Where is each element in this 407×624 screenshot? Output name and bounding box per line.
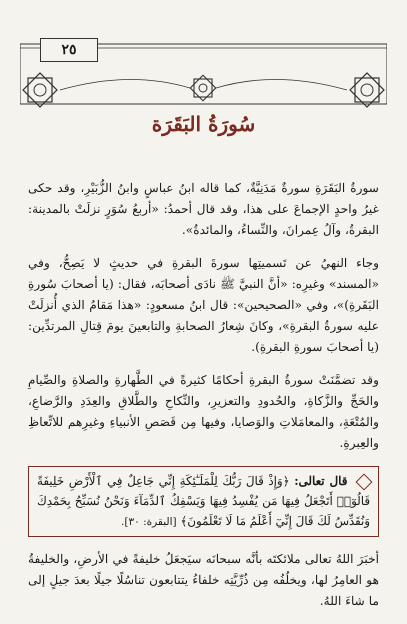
paragraph-1: سورةُ البَقَرَةِ سورةٌ مَدَنِيَّةٌ، كما قاله ابنُ عباسٍ وابنُ الزُّبَيْرِ، وقد حكى غيرُ واحدٍ الإجماعَ على هذا، وقد قال أحمدُ: «أربعُ سُوَرٍ نزلَتْ بالمدينة: البقرةُ، وآلُ عِمرانَ، والنِّساءُ، والمائدةُ».: [28, 181, 379, 237]
paragraph-2: وجاء النهيُ عن تَسميتِها سورةَ البقرةِ في حديثٍ لا يَصِحُّ، وفي «المسند» وغيرِه: «أنَّ النبيَّ ﷺ نادَى أصحابَه، فقال: (يا أصحابَ سُورةِ البَقَرةِ)»، وفي «الصحيحين»: قال ابنُ مسعودٍ: «هذا مَقامُ الذي أُنزلَتْ عليه سورةُ البقرةِ»، وكانَ شِعارُ الصحابةِ والتابعينَ يومَ قِتالِ المرتدِّين: (يا أصحابَ سورةِ البقرةِ).: [28, 256, 379, 354]
surah-title: سُورَةُ البَقَرَة: [151, 112, 256, 136]
paragraph-3: وقد تضمَّنَتْ سورةُ البقرةِ أحكامًا كثيرةً في الطَّهارةِ والصلاةِ والصِّيامِ والحَجِّ والزَّكاةِ، والحُدودِ والتعزيرِ، والنِّكاحِ والطَّلاقِ والعِدَدِ والرَّضاعِ، والمُتْعَةِ، والمعامَلاتِ والوَصايا، وفيها مِن قَصَصِ الأنبياءِ وغيرِهم للاتِّعاظِ والعِبرةِ.: [28, 373, 379, 450]
page-body: [28, 178, 379, 624]
quote-text: ﴿وَإِذْ قَالَ رَبُّكَ لِلْمَلَـٰٓئِكَةِ إِنِّي جَاعِلٌ فِي ٱلْأَرْضِ خَلِيفَةً قَالُوٓا۟ أَتَجْعَلُ فِيهَا مَن يُفْسِدُ فِيهَا وَيَسْفِكُ ٱلدِّمَآءَ وَنَحْنُ نُسَبِّحُ بِحَمْدِكَ وَنُقَدِّسُ لَكَ قَالَ إِنِّيٓ أَعْلَمُ مَا لَا تَعْلَمُونَ﴾: [37, 474, 370, 528]
page-number: ٢٥: [40, 38, 98, 62]
closing-paragraph: أخبَرَ اللهُ تعالى ملائكتَه بأنَّه سبحانَه سيَجعَلُ خليفةً في الأرضِ، والخليفةُ هو العامِرُ لها، ويخلُفُه مِن ذُرِّيَّتِه خلفاءُ يتتابعون تناسُلًا جيلًا بعدَ جيلٍ إلى ما شاءَ اللهُ.: [28, 552, 379, 608]
quote-reference: [البقرة: ٣٠].: [121, 516, 177, 528]
quote-label: قال تعالى:: [294, 474, 348, 488]
ornament-icon: [356, 474, 373, 491]
quran-quote-box: [28, 466, 379, 537]
